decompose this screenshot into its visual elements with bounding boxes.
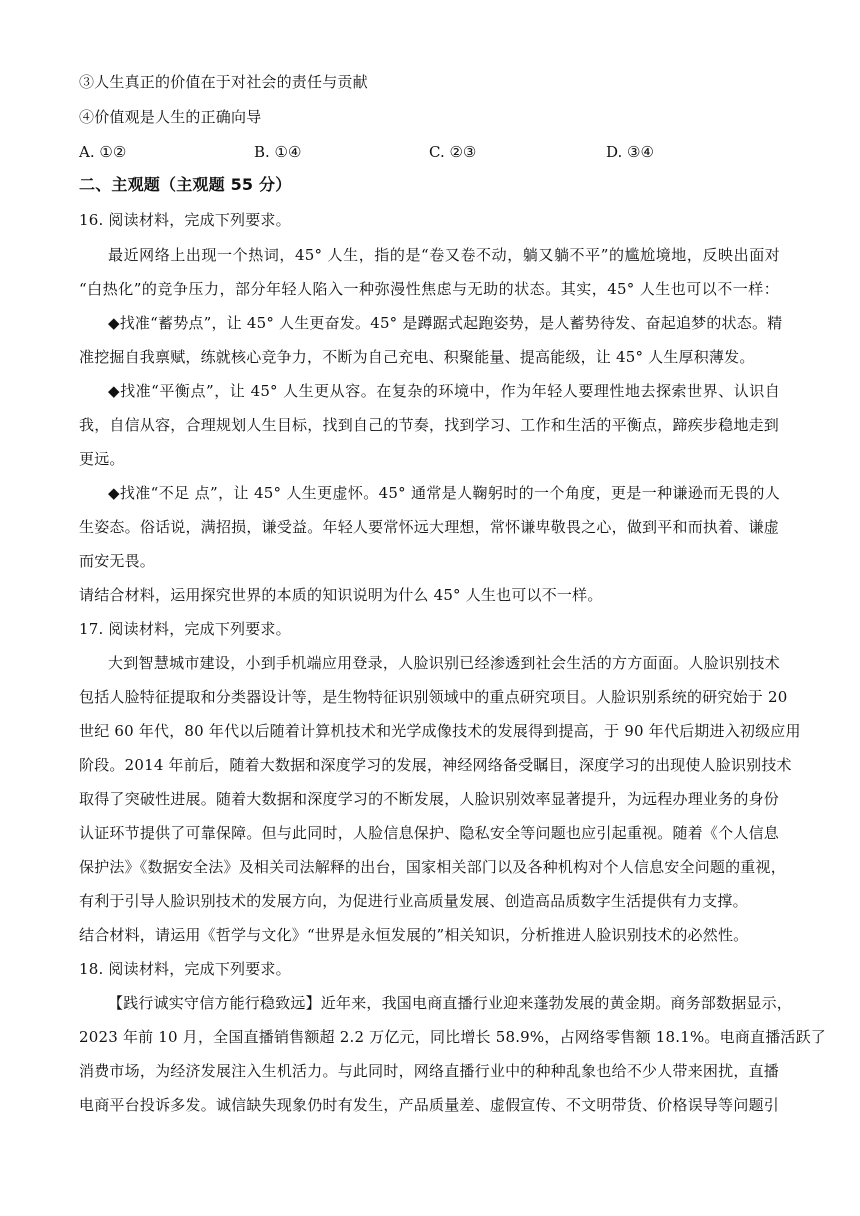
q16-question: 请结合材料，运用探究世界的本质的知识说明为什么 45° 人生也可以不一样。 [79,586,603,604]
q15-item-3: ③人生真正的价值在于对社会的责任与贡献 [79,73,368,91]
q15-item-4: ④价值观是人生的正确向导 [79,108,262,126]
q16-prompt: 16. 阅读材料，完成下列要求。 [79,211,291,229]
q17-material-line: 世纪 60 年代，80 年代以后随着计算机技术和光学成像技术的发展得到提高，于 90 年代后期进入初级应用 [79,722,801,740]
q17-question: 结合材料，请运用《哲学与文化》“世界是永恒发展的”相关知识，分析推进人脸识别技术的必然性。 [79,926,749,944]
option-d: D. ③④ [606,143,654,161]
option-c: C. ②③ [429,143,477,161]
q18-material-line: 2023 年前 10 月，全国直播销售额超 2.2 万亿元，同比增长 58.9%，占网络零售额 18.1%。电商直播活跃了 [79,1028,826,1046]
q18-material-line: 消费市场，为经济发展注入生机活力。与此同时，网络直播行业中的种种乱象也给不少人带来困扰，直播 [79,1062,779,1080]
q17-prompt: 17. 阅读材料，完成下列要求。 [79,620,291,638]
q16-material-line: ◆找准“蓄势点”，让 45° 人生更奋发。45° 是蹲踞式起跑姿势，是人蓄势待发、奋起追梦的状态。精 [108,314,783,332]
q16-material-line: ◆找准“不足 点”，让 45° 人生更虚怀。45° 通常是人鞠躬时的一个角度，更是一种谦逊而无畏的人 [108,484,780,502]
q16-material-line: “白热化”的竞争压力，部分年轻人陷入一种弥漫性焦虑与无助的状态。其实，45° 人生也可以不一样： [79,280,779,298]
q17-material-line: 阶段。2014 年前后，随着大数据和深度学习的发展，神经网络备受瞩目，深度学习的出现使人脸识别技术 [79,756,792,774]
q18-material-line: 电商平台投诉多发。诚信缺失现象仍时有发生，产品质量差、虚假宣传、不文明带货、价格误导等问题引 [79,1096,779,1114]
q17-material-line: 保护法》《数据安全法》及相关司法解释的出台，国家相关部门以及各种机构对个人信息安全问题的重视， [79,858,786,876]
q16-material-line: 更远。 [79,450,125,468]
option-b: B. ①④ [254,143,302,161]
q16-material-line: 我，自信从容，合理规划人生目标，找到自己的节奏，找到学习、工作和生活的平衡点，蹄疾步稳地走到 [79,416,779,434]
q18-material-line: 【践行诚实守信方能行稳致远】近年来，我国电商直播行业迎来蓬勃发展的黄金期。商务部数据显示， [108,994,793,1012]
section-heading: 二、主观题（主观题 55 分） [79,175,292,194]
q18-prompt: 18. 阅读材料，完成下列要求。 [79,960,291,978]
q16-material-line: ◆找准“平衡点”，让 45° 人生更从容。在复杂的环境中，作为年轻人要理性地去探索世界、认识自 [108,382,780,400]
option-a: A. ①② [79,143,127,161]
q17-material-line: 有利于引导人脸识别技术的发展方向，为促进行业高质量发展、创造高品质数字生活提供有力支撑。 [79,892,748,910]
q17-material-line: 包括人脸特征提取和分类器设计等，是生物特征识别领域中的重点研究项目。人脸识别系统的研究始于 20 [79,688,788,706]
q17-material-line: 认证环节提供了可靠保障。但与此同时，人脸信息保护、隐私安全等问题也应引起重视。随着《个人信息 [79,824,779,842]
q16-material-line: 生姿态。俗话说，满招损，谦受益。年轻人要常怀远大理想，常怀谦卑敬畏之心，做到平和而执着、谦虚 [79,518,779,536]
q16-material-line: 准挖掘自我禀赋，练就核心竞争力，不断为自己充电、积聚能量、提高能级，让 45° 人生厚积薄发。 [79,348,755,366]
q16-material-line: 而安无畏。 [79,552,156,570]
q17-material-line: 取得了突破性进展。随着大数据和深度学习的不断发展，人脸识别效率显著提升，为远程办理业务的身份 [79,790,779,808]
q17-material-line: 大到智慧城市建设，小到手机端应用登录，人脸识别已经渗透到社会生活的方方面面。人脸识别技术 [108,654,780,672]
q16-material-line: 最近网络上出现一个热词，45° 人生，指的是“卷又卷不动，躺又躺不平”的尴尬境地，反映出面对 [108,246,780,264]
